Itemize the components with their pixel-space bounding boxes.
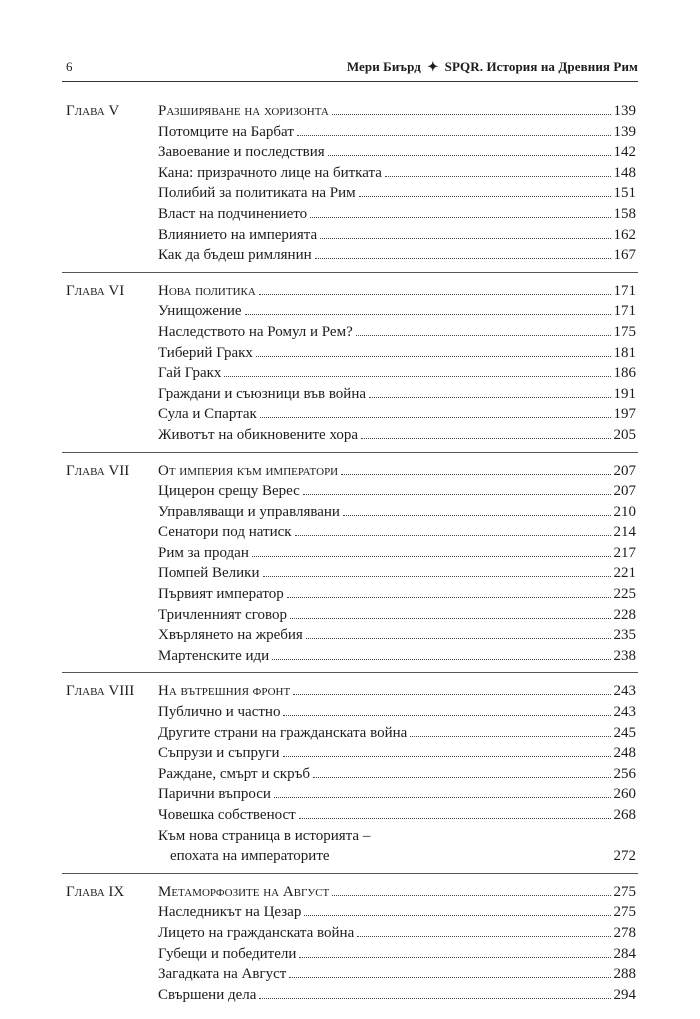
entry-title: Наследството на Ромул и Рем? — [158, 323, 353, 340]
toc-entry[interactable] — [158, 404, 638, 425]
entry-page-number: 142 — [613, 144, 636, 161]
dot-leader — [303, 494, 611, 495]
entry-page-number: 294 — [613, 986, 636, 1003]
toc-entry[interactable] — [158, 923, 638, 944]
chapter-entries — [158, 281, 638, 446]
toc-entry[interactable] — [158, 563, 638, 584]
entry-page-number: 171 — [613, 282, 636, 299]
entry-title: Власт на подчинението — [158, 205, 308, 222]
chapter-entries — [158, 681, 638, 866]
toc-entry[interactable] — [158, 301, 638, 322]
toc-entry[interactable] — [158, 805, 638, 826]
dot-leader — [299, 957, 610, 958]
entry-page-number: 268 — [613, 807, 636, 823]
dot-leader — [259, 998, 610, 999]
toc-entry[interactable] — [158, 944, 638, 965]
entry-title: Как да бъдеш римлянин — [158, 247, 312, 264]
entry-title: Парични въпроси — [158, 786, 271, 803]
chapter-title-row[interactable] — [158, 281, 638, 302]
entry-page-number: 238 — [613, 647, 636, 664]
entry-page-number: 272 — [613, 848, 636, 865]
entry-page-number: 275 — [613, 904, 636, 921]
entry-page-number: 225 — [613, 586, 636, 603]
entry-title: Лицето на гражданската война — [158, 924, 355, 941]
entry-page-number: 197 — [613, 406, 636, 423]
entry-title: Завоевание и последствия — [158, 144, 325, 161]
dot-leader — [328, 155, 611, 156]
dot-leader — [357, 936, 610, 937]
chapter-label: Глава VII — [66, 462, 130, 479]
dot-leader — [341, 474, 610, 475]
dot-leader — [274, 797, 611, 798]
entry-page-number: 167 — [613, 247, 636, 264]
dot-leader — [304, 915, 610, 916]
dot-leader — [252, 556, 611, 557]
toc-chapter — [62, 461, 638, 674]
chapter-title-row[interactable] — [158, 461, 638, 482]
entry-title: Унищожение — [158, 303, 242, 320]
entry-title: Съпрузи и съпруги — [158, 745, 280, 762]
entry-title-line1: Към нова страница в историята – — [158, 827, 371, 844]
dot-leader — [283, 756, 611, 757]
entry-title: Тиберий Гракх — [158, 344, 253, 361]
entry-page-number: 207 — [613, 483, 636, 500]
entry-page-number: 158 — [613, 205, 636, 222]
entry-title: Мартенските иди — [158, 647, 270, 664]
chapter-label: Глава V — [66, 103, 120, 119]
dot-leader — [295, 535, 611, 536]
toc-entry[interactable] — [158, 764, 638, 785]
book-title: SPQR. История на Древния Рим — [444, 59, 638, 74]
entry-page-number: 243 — [613, 683, 636, 700]
entry-page-number: 275 — [613, 883, 636, 900]
toc-entry[interactable] — [158, 702, 638, 723]
entry-page-number: 288 — [613, 966, 636, 983]
dot-leader — [256, 356, 611, 357]
toc-entry[interactable] — [158, 183, 638, 204]
entry-page-number: 235 — [613, 627, 636, 644]
dot-leader — [361, 438, 610, 439]
separator-icon: ✦ — [427, 59, 439, 74]
toc-entry[interactable] — [158, 723, 638, 744]
toc-entry[interactable] — [158, 826, 638, 867]
entry-title: Тричленният сговор — [158, 606, 288, 623]
entry-title: Свършени дела — [158, 986, 257, 1003]
toc-entry[interactable] — [158, 122, 638, 143]
dot-leader — [385, 176, 611, 177]
toc-entry[interactable] — [158, 204, 638, 225]
toc-chapter — [62, 681, 638, 873]
entry-title: Загадката на Август — [158, 966, 287, 983]
entry-title: На вътрешния фронт — [158, 683, 291, 700]
toc-entry[interactable] — [158, 481, 638, 502]
chapter-label: Глава VIII — [66, 683, 135, 700]
toc-entry[interactable] — [158, 425, 638, 446]
entry-page-number: 278 — [613, 924, 636, 941]
entry-title: Помпей Велики — [158, 565, 260, 582]
entry-title: Човешка собственост — [158, 807, 296, 823]
chapter-entries — [158, 101, 638, 266]
dot-leader — [313, 777, 611, 778]
dot-leader — [332, 895, 610, 896]
dot-leader — [306, 638, 611, 639]
chapter-title-row[interactable] — [158, 882, 638, 903]
toc-entry[interactable] — [158, 646, 638, 667]
entry-title-line2: епохата на императорите — [170, 848, 330, 865]
toc-entry[interactable] — [158, 584, 638, 605]
toc-chapter — [62, 882, 638, 1012]
chapter-entries — [158, 882, 638, 1006]
entry-page-number: 217 — [613, 544, 636, 561]
dot-leader — [356, 335, 611, 336]
toc-entry[interactable] — [158, 743, 638, 764]
entry-title: Хвърлянето на жребия — [158, 627, 303, 644]
toc-chapter — [62, 281, 638, 453]
entry-page-number: 148 — [613, 164, 636, 181]
dot-leader — [293, 694, 610, 695]
entry-title: Първият император — [158, 586, 284, 603]
entry-page-number: 175 — [613, 323, 636, 340]
entry-page-number: 284 — [613, 945, 636, 962]
dot-leader — [410, 736, 610, 737]
dot-leader — [299, 818, 611, 819]
dot-leader — [332, 114, 611, 115]
toc-entry[interactable] — [158, 502, 638, 523]
toc-entry[interactable] — [158, 902, 638, 923]
dot-leader — [263, 576, 611, 577]
toc-entry[interactable] — [158, 363, 638, 384]
entry-page-number: 205 — [613, 426, 636, 443]
entry-title: Животът на обикновените хора — [158, 426, 359, 443]
chapter-title-row[interactable] — [158, 101, 638, 122]
entry-page-number: 256 — [613, 765, 636, 782]
entry-title: Гай Гракх — [158, 365, 222, 382]
entry-title: Цицерон срещу Верес — [158, 483, 300, 500]
dot-leader — [259, 294, 611, 295]
entry-title: Разширяване на хоризонта — [158, 103, 329, 119]
chapter-label: Глава VI — [66, 282, 125, 299]
dot-leader — [290, 618, 610, 619]
dot-leader — [287, 597, 611, 598]
entry-page-number: 139 — [613, 123, 636, 140]
entry-title: Губещи и победители — [158, 945, 297, 962]
entry-title: Граждани и съюзници във война — [158, 385, 367, 402]
entry-page-number: 221 — [613, 565, 636, 582]
toc-entry[interactable] — [158, 142, 638, 163]
toc-entry[interactable] — [158, 245, 638, 266]
dot-leader — [289, 977, 610, 978]
toc-entry[interactable] — [158, 343, 638, 364]
entry-page-number: 162 — [613, 226, 636, 243]
dot-leader — [343, 515, 611, 516]
chapter-title-row[interactable] — [158, 681, 638, 702]
entry-title: Метаморфозите на Август — [158, 883, 330, 900]
dot-leader — [297, 135, 611, 136]
toc-chapter — [62, 101, 638, 273]
page-number: 6 — [66, 59, 73, 74]
dot-leader — [369, 397, 610, 398]
dot-leader — [310, 217, 610, 218]
page-header — [62, 55, 638, 82]
dot-leader — [245, 314, 611, 315]
entry-title: Нова политика — [158, 282, 256, 299]
toc-entry[interactable] — [158, 163, 638, 184]
dot-leader — [272, 659, 610, 660]
entry-title: От империя към императори — [158, 462, 339, 479]
entry-page-number: 243 — [613, 704, 636, 721]
entry-title: Кана: призрачното лице на битката — [158, 164, 382, 181]
toc-entry[interactable] — [158, 625, 638, 646]
entry-page-number: 181 — [613, 344, 636, 361]
toc-entry[interactable] — [158, 543, 638, 564]
entry-title: Другите страни на гражданската война — [158, 724, 408, 741]
toc-entry[interactable] — [158, 522, 638, 543]
toc-entry[interactable] — [158, 964, 638, 985]
dot-leader — [315, 258, 611, 259]
dot-leader — [359, 196, 611, 197]
entry-title: Полибий за политиката на Рим — [158, 185, 356, 202]
entry-page-number: 186 — [613, 365, 636, 382]
entry-page-number: 191 — [613, 385, 636, 402]
entry-title: Наследникът на Цезар — [158, 904, 302, 921]
running-head — [347, 59, 638, 75]
chapter-entries — [158, 461, 638, 667]
entry-title: Раждане, смърт и скръб — [158, 765, 310, 782]
dot-leader — [283, 715, 610, 716]
entry-title: Сенатори под натиск — [158, 524, 292, 541]
entry-page-number: 248 — [613, 745, 636, 762]
entry-page-number: 171 — [613, 303, 636, 320]
toc-entry[interactable] — [158, 384, 638, 405]
entry-page-number: 139 — [613, 103, 636, 119]
entry-page-number: 207 — [613, 462, 636, 479]
entry-title: Сула и Спартак — [158, 406, 257, 423]
author-name: Мери Биърд — [346, 59, 421, 74]
entry-title: Рим за продан — [158, 544, 249, 561]
entry-page-number: 151 — [613, 185, 636, 202]
entry-title: Влиянието на империята — [158, 226, 318, 243]
entry-page-number: 214 — [613, 524, 636, 541]
dot-leader — [320, 238, 610, 239]
entry-title: Публично и частно — [158, 704, 281, 721]
entry-page-number: 245 — [613, 724, 636, 741]
toc-entry[interactable] — [158, 225, 638, 246]
toc-entry[interactable] — [158, 605, 638, 626]
entry-page-number: 210 — [613, 503, 636, 520]
entry-title: Потомците на Барбат — [158, 123, 294, 140]
entry-page-number: 260 — [613, 786, 636, 803]
dot-leader — [224, 376, 610, 377]
table-of-contents — [62, 101, 638, 1019]
entry-page-number: 228 — [613, 606, 636, 623]
chapter-label: Глава IX — [66, 883, 125, 900]
entry-title: Управляващи и управлявани — [158, 503, 340, 520]
dot-leader — [260, 417, 611, 418]
toc-entry[interactable] — [158, 322, 638, 343]
toc-entry[interactable] — [158, 784, 638, 805]
